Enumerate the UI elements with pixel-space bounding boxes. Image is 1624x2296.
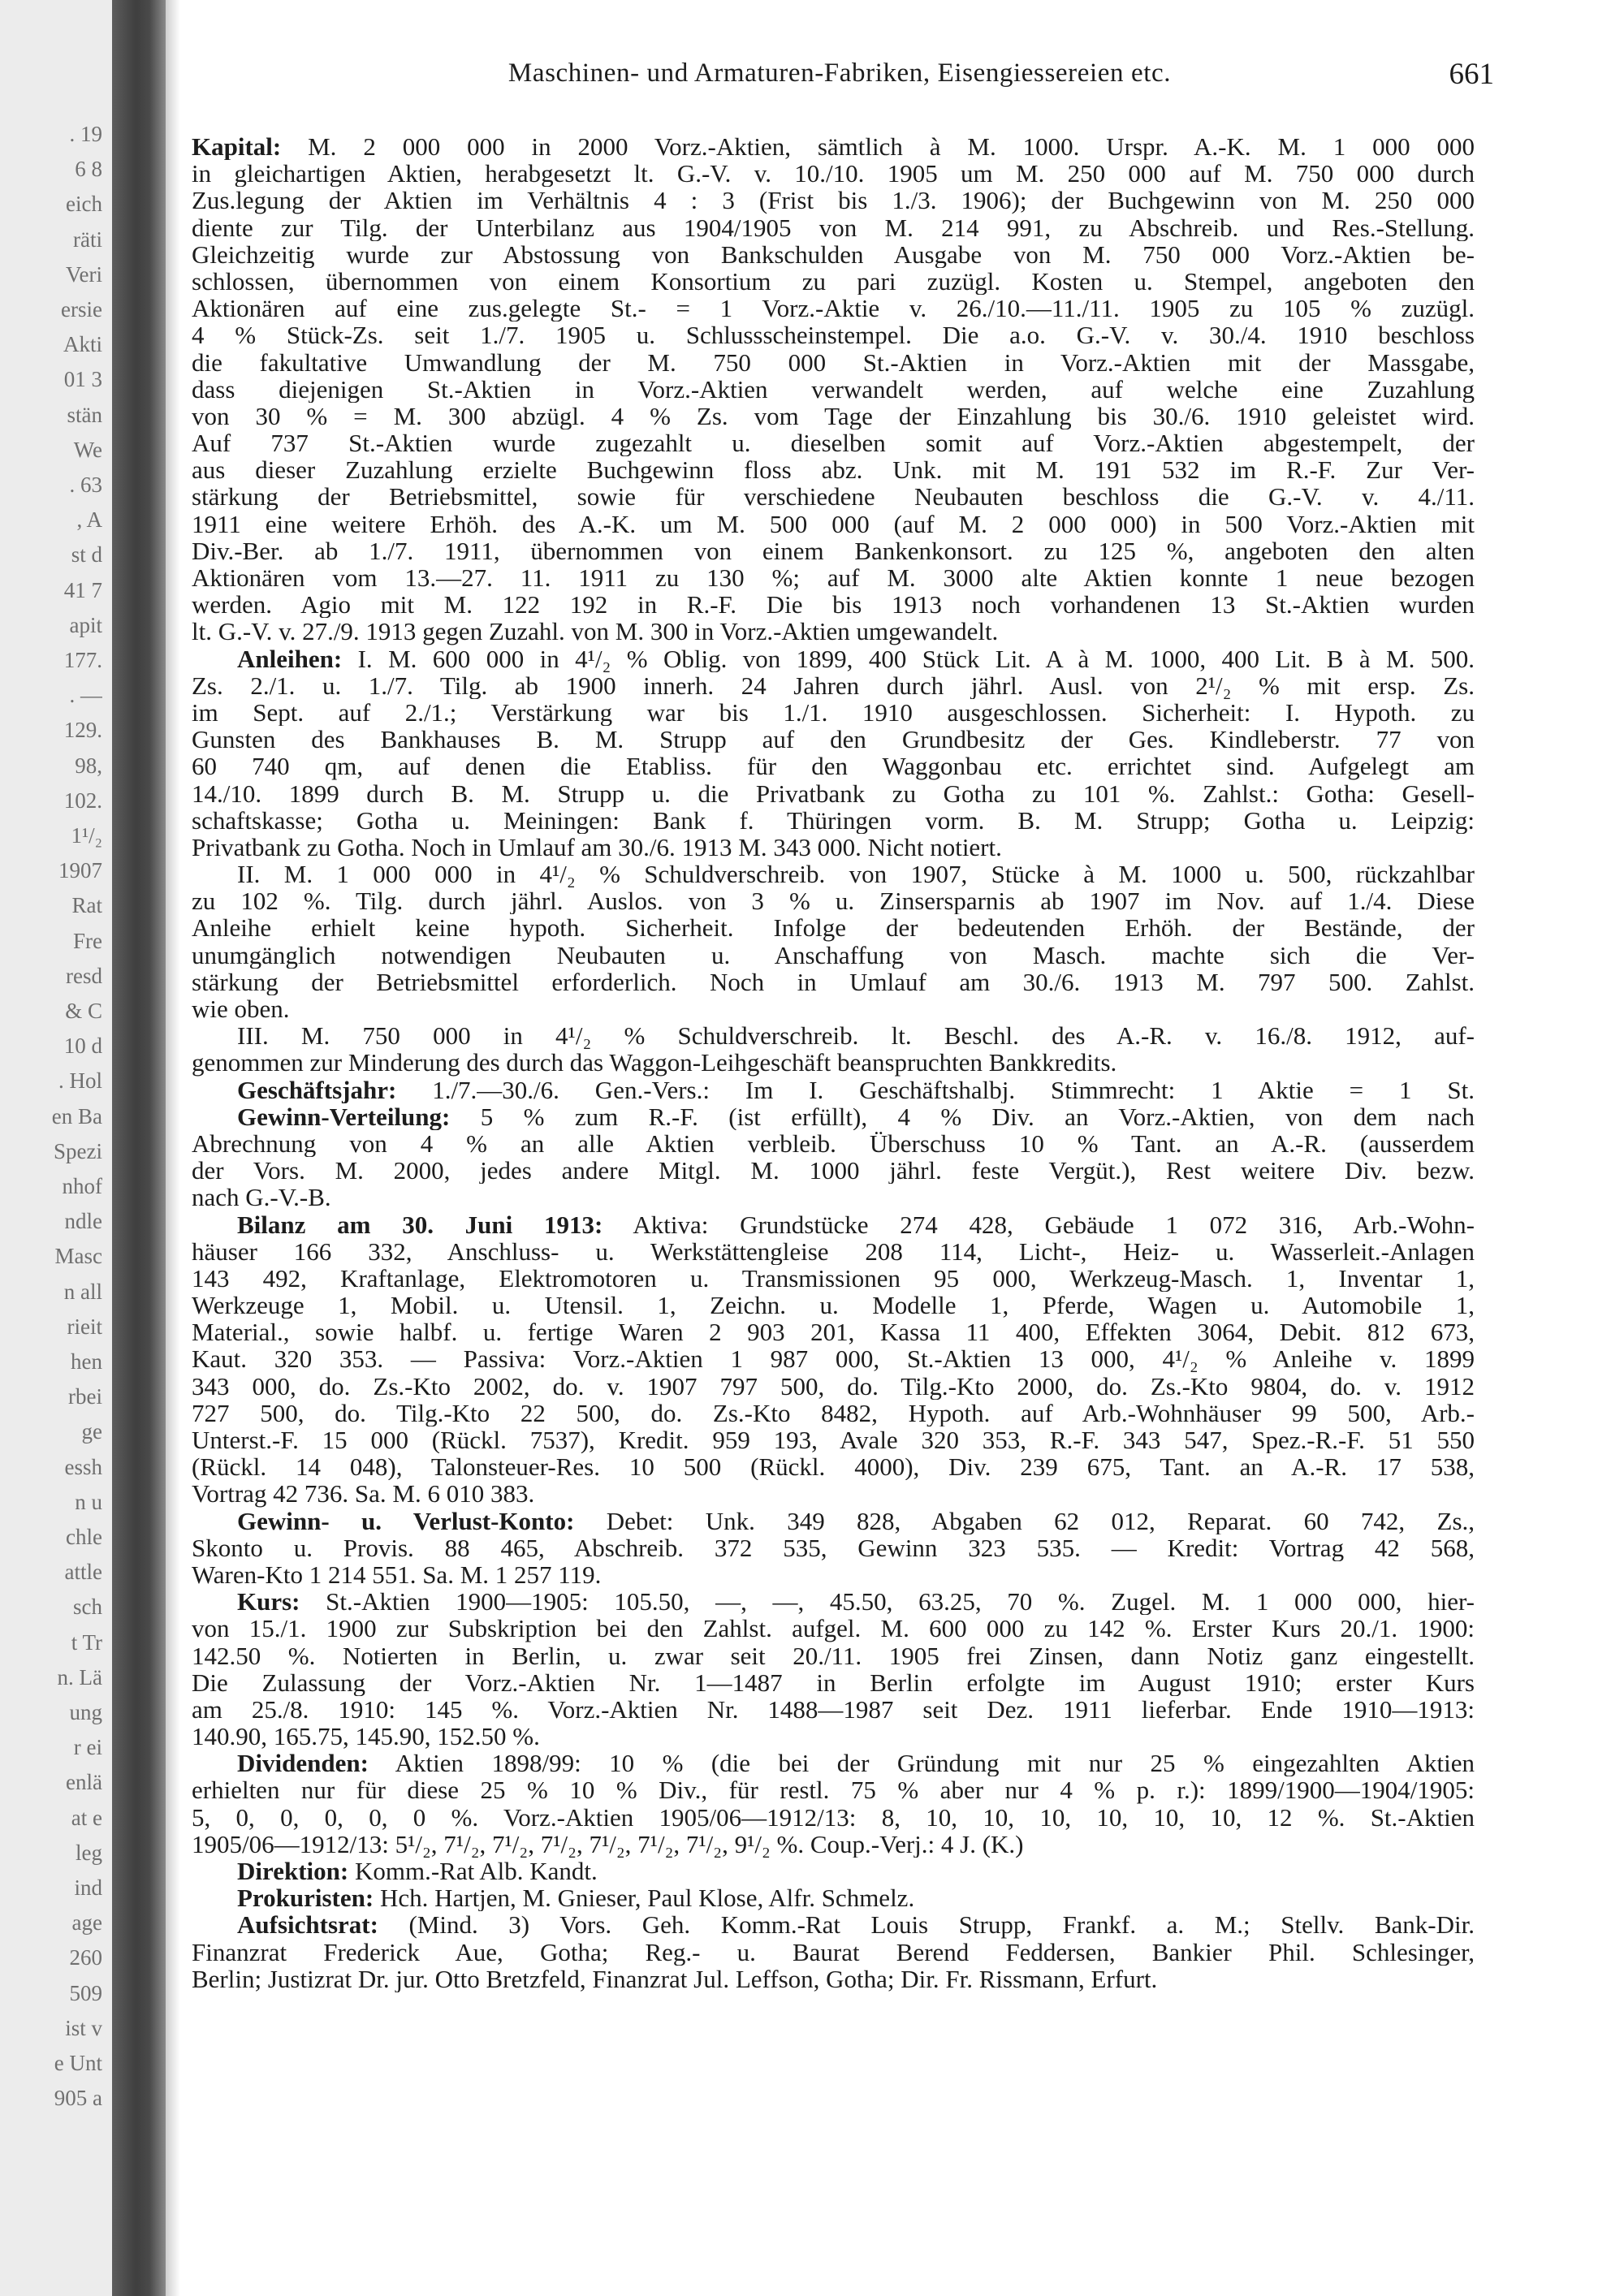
text-line: Gunsten des Bankhauses B. M. Strupp auf den Grundbesitz der Ges. Kindleberstr. 77 von xyxy=(192,726,1475,753)
text-line: Geschäftsjahr: 1./7.—30./6. Gen.-Vers.: Im I. Geschäftshalbj. Stimmrecht: 1 Aktie = 1 St. xyxy=(237,1076,1475,1103)
text-line: Anleihen: I. M. 600 000 in 4¹/₂ % Oblig. von 1899, 400 Stück Lit. A à M. 1000, 400 Lit. B à M. 500. xyxy=(237,645,1475,672)
text-line: Zus.legung der Aktien im Verhältnis 4 : 3 (Frist bis 1./3. 1906); der Buchgewinn von M. 250 000 xyxy=(192,187,1475,214)
previous-page-edge xyxy=(0,0,112,2296)
previous-page-fragment: resd xyxy=(66,963,102,988)
previous-page-fragment: Akti xyxy=(63,332,102,357)
text-line: schlossen, übernommen von einem Konsortium zu pari zuzügl. Kosten u. Stempel, angeboten den xyxy=(192,267,1475,296)
text-line: Bilanz am 30. Juni 1913: Aktiva: Grundstücke 274 428, Gebäude 1 072 316, Arb.-Wohn- xyxy=(237,1211,1475,1238)
section-keyword: Dividenden: xyxy=(237,1750,369,1777)
previous-page-fragment: We xyxy=(73,437,102,462)
previous-page-fragment: apit xyxy=(69,612,102,637)
text-line: von 30 % = M. 300 abzügl. 4 % Zs. vom Tage der Einzahlung bis 30./6. 1910 geleistet wird. xyxy=(192,402,1475,430)
text-line: werden. Agio mit M. 122 192 in R.-F. Die bis 1913 noch vorhandenen 13 St.-Aktien wurden xyxy=(192,591,1475,619)
text-line: 14./10. 1899 durch B. M. Strupp u. die Privatbank zu Gotha zu 101 %. Zahlst.: Gotha: Gesell- xyxy=(192,779,1475,807)
text-line: Anleihe erhielt keine hypoth. Sicherheit. Infolge der bedeutenden Erhöh. der Bestände, der xyxy=(192,914,1475,942)
text-line: Aktionären vom 13.—27. 11. 1911 zu 130 %; auf M. 3000 alte Aktien konnte 1 neue bezogen xyxy=(192,564,1475,592)
text-line: Direktion: Komm.-Rat Alb. Kandt. xyxy=(237,1858,598,1885)
text-line: stärkung der Betriebsmittel, sowie für verschiedene Neubauten beschloss die G.-V. v. 4./11. xyxy=(192,483,1475,511)
previous-page-fragment: . 19 xyxy=(69,122,102,146)
text-line: in gleichartigen Aktien, herabgesetzt lt. G.-V. v. 10./10. 1905 um M. 250 000 auf M. 750 000 durch xyxy=(192,160,1475,188)
previous-page-fragment: n u xyxy=(75,1489,102,1514)
previous-page-fragment: 509 xyxy=(69,1980,102,2005)
text-line: Zs. 2./1. u. 1./7. Tilg. ab 1900 innerh. 24 Jahren durch jährl. Ausl. von 2¹/₂ % mit ersp. Zs. xyxy=(192,671,1475,699)
previous-page-fragment: ist v xyxy=(65,2015,102,2040)
text-line: (Rückl. 14 048), Talonsteuer-Res. 10 500 (Rückl. 4000), Div. 239 675, Tant. an A.-R. 17 538, xyxy=(192,1453,1475,1481)
previous-page-fragment: ind xyxy=(74,1875,102,1900)
previous-page-fragment: ge xyxy=(81,1419,102,1444)
text-line: Kaut. 320 353. — Passiva: Vorz.-Aktien 1 987 000, St.-Aktien 13 000, 4¹/₂ % Anleihe v. 1899 xyxy=(192,1345,1475,1373)
text-line: häuser 166 332, Anschluss- u. Werkstättengleise 208 114, Licht-, Heiz- u. Wasserleit.-Anlagen xyxy=(192,1237,1475,1265)
previous-page-fragment: Masc xyxy=(54,1244,102,1269)
text-line: erhielten nur für diese 25 % 10 % Div., für restl. 75 % aber nur 4 % p. r.): 1899/1900—1904/1905: xyxy=(192,1776,1475,1804)
text-line: 1905/06—1912/13: 5¹/₂, 7¹/₂, 7¹/₂, 7¹/₂, 7¹/₂, 7¹/₂, 7¹/₂, 9¹/₂ %. Coup.-Verj.: 4 J. (K.) xyxy=(192,1830,1024,1858)
text-line: 60 740 qm, auf denen die Etabliss. für den Waggonbau etc. errichtet sind. Aufgelegt am xyxy=(192,753,1475,780)
text-line: 140.90, 165.75, 145.90, 152.50 %. xyxy=(192,1723,540,1750)
previous-page-fragment: n. Lä xyxy=(57,1664,102,1690)
previous-page-fragment: ersie xyxy=(61,297,102,322)
previous-page-fragment: age xyxy=(71,1910,102,1936)
text-line: Die Zulassung der Vorz.-Aktien Nr. 1—1487 in Berlin erfolgte im August 1910; erster Kurs xyxy=(192,1668,1475,1696)
text-line: 142.50 %. Notierten in Berlin, u. zwar seit 20./11. 1905 frei Zinsen, dann Notiz ganz eingestellt. xyxy=(192,1642,1475,1669)
previous-page-fragment: 102. xyxy=(63,788,102,813)
text-line: am 25./8. 1910: 145 %. Vorz.-Aktien Nr. 1488—1987 seit Dez. 1911 lieferbar. Ende 1910—1913: xyxy=(192,1695,1475,1724)
section-keyword: Aufsichtsrat: xyxy=(237,1911,378,1939)
previous-page-fragment: leg xyxy=(76,1840,102,1865)
page-header xyxy=(195,50,1494,99)
text-line: nach G.-V.-B. xyxy=(192,1184,331,1211)
text-line: Auf 737 St.-Aktien wurde zugezahlt u. dieselben somit auf Vorz.-Aktien abgestempelt, der xyxy=(192,429,1475,457)
text-line: Skonto u. Provis. 88 465, Abschreib. 372 535, Gewinn 323 535. — Kredit: Vortrag 42 568, xyxy=(192,1534,1475,1561)
text-line: der Vors. M. 2000, jedes andere Mitgl. M. 1000 jährl. feste Vergüt.), Rest weitere Div. bezw. xyxy=(192,1157,1475,1185)
text-line: Werkzeuge 1, Mobil. u. Utensil. 1, Zeichn. u. Modelle 1, Pferde, Wagen u. Automobile 1, xyxy=(192,1292,1475,1319)
previous-page-fragment: t Tr xyxy=(71,1629,102,1655)
previous-page-fragment: st d xyxy=(71,542,102,568)
page-number: 661 xyxy=(1449,58,1494,91)
previous-page-fragment: hen xyxy=(71,1349,102,1374)
previous-page-fragment: 01 3 xyxy=(63,367,102,392)
previous-page-fragment: 905 a xyxy=(54,2086,102,2111)
previous-page-fragment: Veri xyxy=(66,261,102,287)
previous-page-fragment: 1907 xyxy=(58,858,102,883)
text-line: lt. G.-V. v. 27./9. 1913 gegen Zuzahl. von M. 300 in Vorz.-Aktien umgewandelt. xyxy=(192,618,999,645)
text-line: aus dieser Zuzahlung erzielte Buchgewinn floss abz. Unk. mit M. 191 532 im R.-F. Zur Ver- xyxy=(192,456,1475,484)
previous-page-fragment: 260 xyxy=(69,1945,102,1970)
text-line: dass diejenigen St.-Aktien in Vorz.-Aktien verwandelt werden, auf welche eine Zuzahlung xyxy=(192,375,1475,403)
previous-page-fragment: at e xyxy=(71,1805,102,1830)
text-line: Gleichzeitig wurde zur Abstossung von Bankschulden Ausgabe von M. 750 000 Vorz.-Aktien be- xyxy=(192,240,1475,268)
previous-page-fragment: 129. xyxy=(63,718,102,743)
section-keyword: Kurs: xyxy=(237,1588,300,1616)
binding-gutter xyxy=(112,0,166,2296)
previous-page-fragment: eich xyxy=(66,192,102,217)
previous-page-fragment: Rat xyxy=(71,893,102,918)
section-keyword: Bilanz am 30. Juni 1913: xyxy=(237,1211,603,1238)
text-line: im Sept. auf 2./1.; Verstärkung war bis 1./1. 1910 ausgeschlossen. Sicherheit: I. Hypoth. zu xyxy=(192,698,1475,727)
text-line: Privatbank zu Gotha. Noch in Umlauf am 30./6. 1913 M. 343 000. Nicht notiert. xyxy=(192,833,1002,861)
previous-page-fragment: 41 7 xyxy=(63,577,102,602)
section-keyword: Gewinn-Verteilung: xyxy=(237,1103,451,1130)
previous-page-fragment: 10 d xyxy=(63,1034,102,1059)
section-keyword: Kapital: xyxy=(192,133,282,161)
text-line: Gewinn-Verteilung: 5 % zum R.-F. (ist erfüllt), 4 % Div. an Vorz.-Aktien, von dem nach xyxy=(237,1103,1475,1130)
previous-page-fragment: ung xyxy=(69,1700,102,1724)
text-line: Kapital: M. 2 000 000 in 2000 Vorz.-Aktien, sämtlich à M. 1000. Urspr. A.-K. M. 1 000 000 xyxy=(192,133,1475,161)
body-text xyxy=(192,133,1475,1992)
text-line: von 15./1. 1900 zur Subskription bei den Zahlst. aufgel. M. 600 000 zu 142 %. Erster Kurs 20./1. 1900: xyxy=(192,1615,1475,1642)
text-line: Abrechnung von 4 % an alle Aktien verbleib. Überschuss 10 % Tant. an A.-R. (ausserdem xyxy=(192,1129,1475,1158)
text-line: unumgänglich notwendigen Neubauten u. Anschaffung von Masch. machte sich die Ver- xyxy=(192,941,1475,969)
previous-page-fragment: nhof xyxy=(62,1174,102,1198)
text-line: Material., sowie halbf. u. fertige Waren 2 903 201, Kassa 11 400, Effekten 3064, Debit. 812 673, xyxy=(192,1318,1475,1346)
text-line: stärkung der Betriebsmittel erforderlich. Noch in Umlauf am 30./6. 1913 M. 797 500. Zahlst. xyxy=(192,968,1475,995)
text-line: Gewinn- u. Verlust-Konto: Debet: Unk. 349 828, Abgaben 62 012, Reparat. 60 742, Zs., xyxy=(237,1507,1475,1534)
section-keyword: Prokuristen: xyxy=(237,1884,374,1912)
previous-page-fragment: 1¹/₂ xyxy=(71,823,102,848)
section-keyword: Geschäftsjahr: xyxy=(237,1076,397,1103)
previous-page-fragment: 98, xyxy=(75,753,102,778)
previous-page-fragment: , A xyxy=(76,507,102,533)
text-line: 143 492, Kraftanlage, Elektromotoren u. Transmissionen 95 000, Werkzeug-Masch. 1, Inventar 1, xyxy=(192,1264,1475,1293)
previous-page-fragment: e Unt xyxy=(54,2051,102,2075)
text-line: 4 % Stück-Zs. seit 1./7. 1905 u. Schlussscheinstempel. Die a.o. G.-V. v. 30./4. 1910 beschloss xyxy=(192,322,1475,349)
text-line: III. M. 750 000 in 4¹/₂ % Schuldverschreib. lt. Beschl. des A.-R. v. 16./8. 1912, auf- xyxy=(237,1022,1475,1050)
previous-page-fragment: . 63 xyxy=(69,473,102,497)
section-keyword: Anleihen: xyxy=(237,645,343,672)
previous-page-fragment: 177. xyxy=(63,648,102,672)
text-line: Berlin; Justizrat Dr. jur. Otto Bretzfeld, Finanzrat Jul. Leffson, Gotha; Dir. Fr. Rissmann, Erfurt. xyxy=(192,1965,1158,1992)
text-line: Waren-Kto 1 214 551. Sa. M. 1 257 119. xyxy=(192,1560,602,1589)
previous-page-fragment: rbei xyxy=(68,1384,102,1409)
text-line: Finanzrat Frederick Aue, Gotha; Reg.- u. Baurat Berend Feddersen, Bankier Phil. Schlesinger, xyxy=(192,1938,1475,1966)
text-line: Dividenden: Aktien 1898/99: 10 % (die bei der Gründung mit nur 25 % eingezahlten Aktien xyxy=(237,1750,1475,1777)
text-line: 343 000, do. Zs.-Kto 2002, do. v. 1907 797 500, do. Tilg.-Kto 2000, do. Zs.-Kto 9804, do. v. 1912 xyxy=(192,1372,1475,1400)
previous-page-fragment: . — xyxy=(69,683,102,708)
section-keyword: Direktion: xyxy=(237,1858,349,1885)
previous-page-fragment: Spezi xyxy=(54,1138,102,1163)
text-line: Kurs: St.-Aktien 1900—1905: 105.50, —, —, 45.50, 63.25, 70 %. Zugel. M. 1 000 000, hier- xyxy=(237,1588,1475,1616)
previous-page-fragment: ndle xyxy=(64,1209,102,1234)
text-line: II. M. 1 000 000 in 4¹/₂ % Schuldverschreib. von 1907, Stücke à M. 1000 u. 500, rückzahlbar xyxy=(237,861,1475,888)
text-line: Unterst.-F. 15 000 (Rückl. 7537), Kredit. 959 193, Avale 320 353, R.-F. 343 547, Spez.-R.-F. 51 550 xyxy=(192,1426,1475,1454)
previous-page-fragment: 6 8 xyxy=(75,157,102,182)
previous-page-fragment: essh xyxy=(64,1454,102,1479)
previous-page-fragment: rieit xyxy=(67,1314,102,1339)
text-line: 5, 0, 0, 0, 0, 0 %. Vorz.-Aktien 1905/06—1912/13: 8, 10, 10, 10, 10, 10, 10, 12 %. St.-Aktien xyxy=(192,1803,1475,1831)
previous-page-fragment: sch xyxy=(73,1595,102,1620)
gutter-shadow xyxy=(166,0,180,2296)
text-line: 727 500, do. Tilg.-Kto 22 500, do. Zs.-Kto 8482, Hypoth. auf Arb.-Wohnhäuser 99 500, Arb.- xyxy=(192,1399,1475,1426)
previous-page-fragment: chle xyxy=(66,1525,102,1549)
running-title: Maschinen- und Armaturen-Fabriken, Eisengiessereien etc. xyxy=(508,58,1172,88)
text-line: Div.-Ber. ab 1./7. 1911, übernommen von einem Bankenkonsort. zu 125 %, angeboten den alten xyxy=(192,537,1475,564)
previous-page-fragment: attle xyxy=(64,1560,102,1585)
text-line: genommen zur Minderung des durch das Waggon-Leihgeschäft beanspruchten Bankkredits. xyxy=(192,1049,1117,1077)
text-line: Prokuristen: Hch. Hartjen, M. Gnieser, Paul Klose, Alfr. Schmelz. xyxy=(237,1884,915,1912)
text-line: Aufsichtsrat: (Mind. 3) Vors. Geh. Komm.-Rat Louis Strupp, Frankf. a. M.; Stellv. Bank-Dir. xyxy=(237,1911,1475,1939)
previous-page-fragment: en Ba xyxy=(51,1103,102,1129)
previous-page-fragment: Fre xyxy=(73,928,102,953)
section-keyword: Gewinn- u. Verlust-Konto: xyxy=(237,1507,575,1534)
text-line: diente zur Tilg. der Unterbilanz aus 1904/1905 von M. 214 991, zu Abschreib. und Res.-Stellung. xyxy=(192,214,1475,241)
previous-page-fragment: enlä xyxy=(66,1770,102,1795)
previous-page-fragment: räti xyxy=(73,227,102,252)
text-line: wie oben. xyxy=(192,995,290,1023)
text-line: die fakultative Umwandlung der M. 750 000 St.-Aktien in Vorz.-Aktien mit der Massgabe, xyxy=(192,348,1475,376)
previous-page-fragment: r ei xyxy=(73,1735,102,1760)
text-line: Aktionären auf eine zus.gelegte St.- = 1 Vorz.-Aktie v. 26./10.—11./11. 1905 zu 105 % zuzügl. xyxy=(192,295,1475,322)
text-line: Vortrag 42 736. Sa. M. 6 010 383. xyxy=(192,1480,535,1508)
text-line: 1911 eine weitere Erhöh. des A.-K. um M. 500 000 (auf M. 2 000 000) in 500 Vorz.-Aktien mit xyxy=(192,510,1475,537)
text-line: zu 102 %. Tilg. durch jährl. Auslos. von 3 % u. Zinsersparnis ab 1907 im Nov. auf 1./4. Diese xyxy=(192,887,1475,915)
previous-page-fragment: stän xyxy=(67,402,102,427)
previous-page-fragment: . Hol xyxy=(58,1068,102,1094)
text-line: schaftskasse; Gotha u. Meiningen: Bank f. Thüringen vorm. B. M. Strupp; Gotha u. Leipzig: xyxy=(192,806,1475,834)
previous-page-fragment: n all xyxy=(63,1279,102,1304)
previous-page-fragment: & C xyxy=(65,999,102,1023)
